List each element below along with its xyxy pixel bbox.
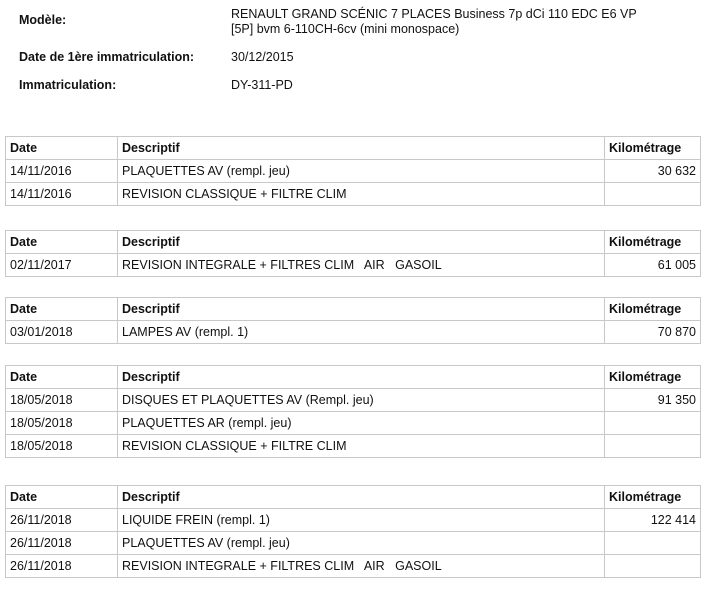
table-row bbox=[6, 435, 701, 458]
registration-label: Immatriculation: bbox=[19, 78, 117, 92]
table-row bbox=[6, 389, 701, 412]
mileage-header: Kilométrage bbox=[605, 366, 701, 389]
description-cell: PLAQUETTES AV (rempl. jeu) bbox=[118, 160, 605, 183]
mileage-header: Kilométrage bbox=[605, 231, 701, 254]
table-row bbox=[6, 555, 701, 578]
date-cell: 03/01/2018 bbox=[6, 321, 118, 344]
date-cell: 18/05/2018 bbox=[6, 435, 118, 458]
date-cell: 14/11/2016 bbox=[6, 183, 118, 206]
table-header-row bbox=[6, 231, 701, 254]
maintenance-table-5 bbox=[5, 485, 701, 578]
description-cell: PLAQUETTES AV (rempl. jeu) bbox=[118, 532, 605, 555]
model-value-line1: RENAULT GRAND SCÉNIC 7 PLACES Business 7p dCi 110 EDC E6 VP bbox=[231, 7, 637, 21]
model-value bbox=[231, 7, 691, 37]
date-header: Date bbox=[6, 137, 118, 160]
table-header-row bbox=[6, 486, 701, 509]
model-label: Modèle: bbox=[19, 13, 67, 27]
date-cell: 02/11/2017 bbox=[6, 254, 118, 277]
date-header: Date bbox=[6, 298, 118, 321]
maintenance-table-3 bbox=[5, 297, 701, 344]
date-cell: 14/11/2016 bbox=[6, 160, 118, 183]
mileage-cell: 30 632 bbox=[605, 160, 701, 183]
description-cell: LAMPES AV (rempl. 1) bbox=[118, 321, 605, 344]
mileage-cell bbox=[605, 412, 701, 435]
mileage-cell bbox=[605, 183, 701, 206]
table-header-row bbox=[6, 366, 701, 389]
date-cell: 18/05/2018 bbox=[6, 389, 118, 412]
description-header: Descriptif bbox=[118, 137, 605, 160]
table-row bbox=[6, 183, 701, 206]
mileage-cell: 61 005 bbox=[605, 254, 701, 277]
description-cell: DISQUES ET PLAQUETTES AV (Rempl. jeu) bbox=[118, 389, 605, 412]
description-header: Descriptif bbox=[118, 366, 605, 389]
date-cell: 26/11/2018 bbox=[6, 555, 118, 578]
mileage-cell bbox=[605, 532, 701, 555]
table-row bbox=[6, 412, 701, 435]
date-header: Date bbox=[6, 366, 118, 389]
date-header: Date bbox=[6, 486, 118, 509]
date-header: Date bbox=[6, 231, 118, 254]
mileage-header: Kilométrage bbox=[605, 486, 701, 509]
date-cell: 18/05/2018 bbox=[6, 412, 118, 435]
mileage-cell bbox=[605, 555, 701, 578]
description-cell: LIQUIDE FREIN (rempl. 1) bbox=[118, 509, 605, 532]
mileage-cell: 70 870 bbox=[605, 321, 701, 344]
table-row bbox=[6, 509, 701, 532]
description-cell: REVISION CLASSIQUE + FILTRE CLIM bbox=[118, 183, 605, 206]
date-cell: 26/11/2018 bbox=[6, 509, 118, 532]
date-cell: 26/11/2018 bbox=[6, 532, 118, 555]
first-registration-value: 30/12/2015 bbox=[231, 50, 294, 64]
model-value-line2: [5P] bvm 6-110CH-6cv (mini monospace) bbox=[231, 22, 460, 36]
maintenance-table-1 bbox=[5, 136, 701, 206]
description-cell: REVISION INTEGRALE + FILTRES CLIM AIR GASOIL bbox=[118, 254, 605, 277]
table-header-row bbox=[6, 298, 701, 321]
description-header: Descriptif bbox=[118, 231, 605, 254]
table-row bbox=[6, 321, 701, 344]
description-cell: REVISION CLASSIQUE + FILTRE CLIM bbox=[118, 435, 605, 458]
description-header: Descriptif bbox=[118, 486, 605, 509]
description-header: Descriptif bbox=[118, 298, 605, 321]
mileage-cell: 122 414 bbox=[605, 509, 701, 532]
table-header-row bbox=[6, 137, 701, 160]
maintenance-table-4 bbox=[5, 365, 701, 458]
mileage-cell: 91 350 bbox=[605, 389, 701, 412]
table-row bbox=[6, 254, 701, 277]
mileage-header: Kilométrage bbox=[605, 137, 701, 160]
registration-value: DY-311-PD bbox=[231, 78, 293, 92]
description-cell: PLAQUETTES AR (rempl. jeu) bbox=[118, 412, 605, 435]
description-cell: REVISION INTEGRALE + FILTRES CLIM AIR GASOIL bbox=[118, 555, 605, 578]
table-row bbox=[6, 532, 701, 555]
mileage-header: Kilométrage bbox=[605, 298, 701, 321]
first-registration-label: Date de 1ère immatriculation: bbox=[19, 50, 195, 64]
table-row bbox=[6, 160, 701, 183]
maintenance-table-2 bbox=[5, 230, 701, 277]
mileage-cell bbox=[605, 435, 701, 458]
